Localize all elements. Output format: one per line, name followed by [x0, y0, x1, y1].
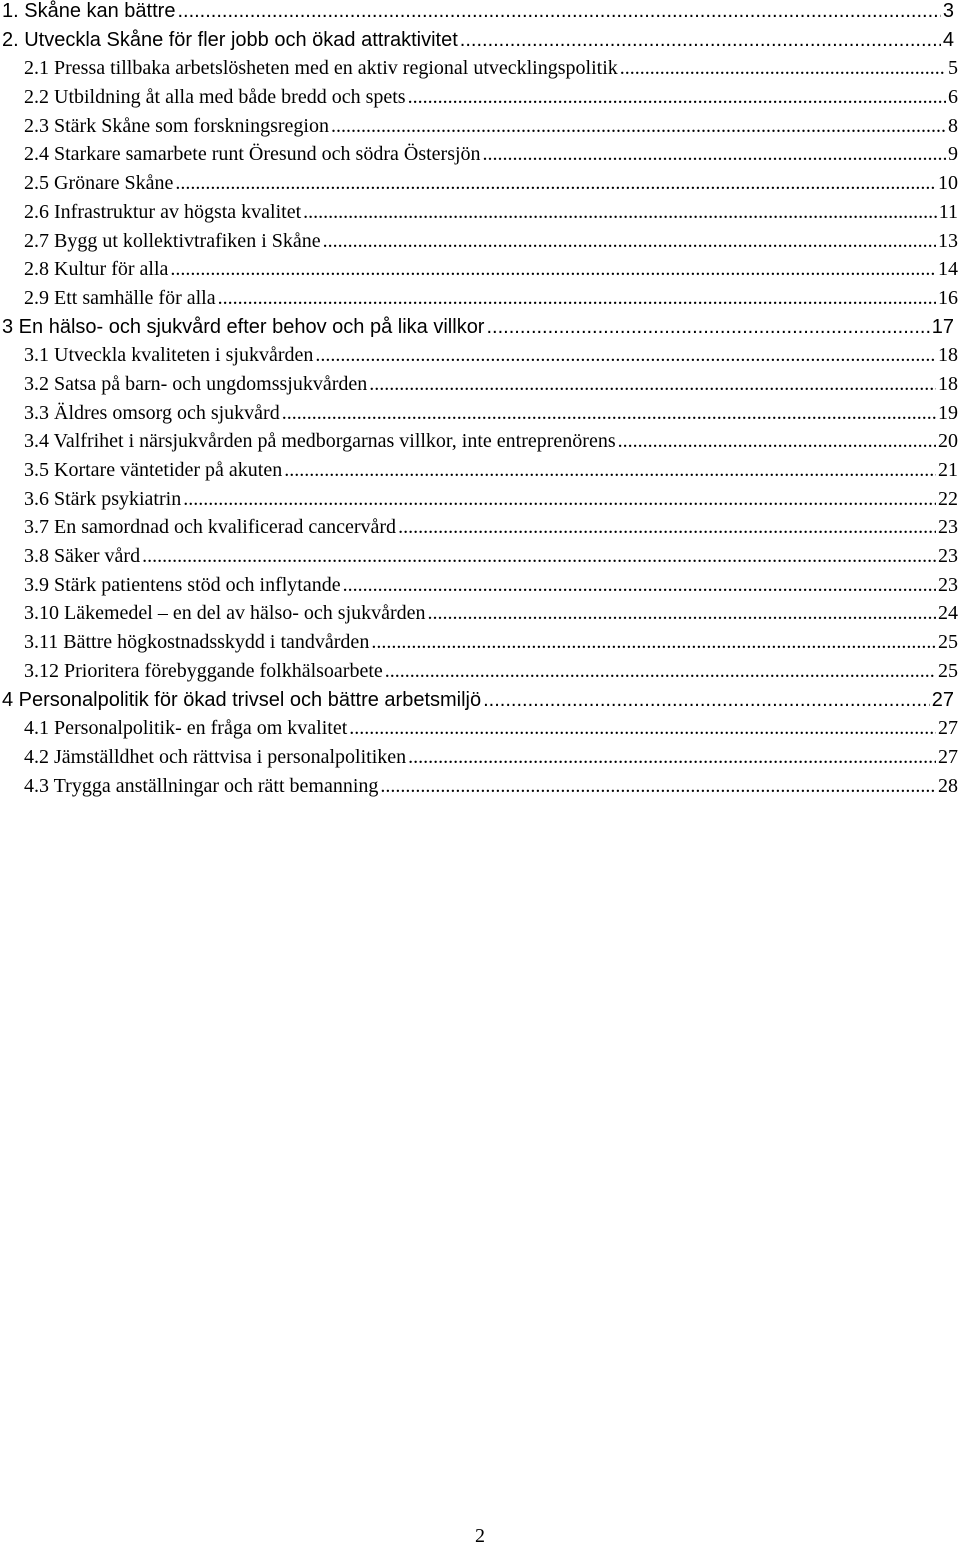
toc-entry-page: 27: [938, 745, 958, 768]
toc-entry-title: 3.11 Bättre högkostnadsskydd i tandvården: [24, 631, 370, 654]
toc-entry-title: 3.7 En samordnad och kvalificerad cancervård: [24, 516, 397, 539]
toc-section-entry[interactable]: [0, 545, 960, 574]
toc-entry-page: 6: [948, 86, 958, 109]
toc-entry-page: 8: [948, 114, 958, 137]
toc-section-entry[interactable]: [0, 488, 960, 517]
toc-entry-page: 18: [938, 372, 958, 395]
toc-dot-leader: [142, 545, 936, 568]
toc-entry-page: 13: [938, 229, 958, 252]
toc-chapter-entry[interactable]: [0, 689, 960, 718]
toc-dot-leader: [483, 143, 946, 166]
toc-entry-page: 27: [931, 688, 954, 711]
toc-dot-leader: [385, 660, 936, 683]
toc-chapter-entry[interactable]: [0, 29, 960, 58]
toc-section-entry[interactable]: [0, 344, 960, 373]
toc-dot-leader: [398, 516, 936, 539]
toc-entry-title: 3.3 Äldres omsorg och sjukvård: [24, 401, 280, 424]
toc-dot-leader: [486, 316, 929, 339]
toc-section-entry[interactable]: [0, 258, 960, 287]
toc-entry-page: 24: [938, 602, 958, 625]
toc-section-entry[interactable]: [0, 143, 960, 172]
toc-dot-leader: [183, 488, 936, 511]
toc-entry-title: 3.10 Läkemedel – en del av hälso- och sjukvården: [24, 602, 426, 625]
toc-entry-title: 2.7 Bygg ut kollektivtrafiken i Skåne: [24, 229, 321, 252]
toc-entry-page: 23: [938, 516, 958, 539]
toc-dot-leader: [331, 115, 946, 138]
toc-entry-title: 3 En hälso- och sjukvård efter behov och på lika villkor: [2, 315, 485, 338]
toc-entry-title: 4 Personalpolitik för ökad trivsel och bättre arbetsmiljö: [2, 688, 482, 711]
toc-section-entry[interactable]: [0, 201, 960, 230]
toc-dot-leader: [170, 258, 936, 281]
toc-section-entry[interactable]: [0, 115, 960, 144]
toc-entry-title: 1. Skåne kan bättre: [2, 0, 176, 22]
toc-chapter-entry[interactable]: [0, 316, 960, 345]
toc-section-entry[interactable]: [0, 57, 960, 86]
toc-dot-leader: [460, 29, 941, 52]
toc-entry-title: 3.9 Stärk patientens stöd och inflytande: [24, 573, 341, 596]
toc-dot-leader: [428, 602, 936, 625]
toc-section-entry[interactable]: [0, 660, 960, 689]
toc-entry-page: 25: [938, 631, 958, 654]
toc-dot-leader: [282, 402, 936, 425]
toc-dot-leader: [408, 86, 946, 109]
toc-entry-title: 3.1 Utveckla kvaliteten i sjukvården: [24, 344, 314, 367]
toc-entry-page: 3: [942, 0, 954, 22]
toc-entry-title: 2.9 Ett samhälle för alla: [24, 286, 216, 309]
toc-entry-title: 2.1 Pressa tillbaka arbetslösheten med en aktiv regional utvecklingspolitik: [24, 57, 618, 80]
toc-section-entry[interactable]: [0, 402, 960, 431]
toc-entry-page: 21: [938, 459, 958, 481]
toc-dot-leader: [303, 201, 937, 224]
toc-dot-leader: [371, 631, 936, 654]
toc-section-entry[interactable]: [0, 373, 960, 402]
toc-section-entry[interactable]: [0, 717, 960, 746]
page-number: 2: [475, 1525, 485, 1547]
toc-dot-leader: [408, 746, 936, 769]
toc-entry-page: 5: [948, 57, 958, 80]
toc-dot-leader: [284, 459, 936, 482]
toc-dot-leader: [175, 172, 936, 195]
toc-entry-title: 3.6 Stärk psykiatrin: [24, 487, 182, 510]
toc-entry-title: 2.4 Starkare samarbete runt Öresund och södra Östersjön: [24, 143, 481, 166]
toc-dot-leader: [483, 689, 930, 712]
toc-section-entry[interactable]: [0, 86, 960, 115]
toc-dot-leader: [620, 57, 946, 80]
toc-section-entry[interactable]: [0, 602, 960, 631]
toc-entry-title: 2.6 Infrastruktur av högsta kvalitet: [24, 200, 302, 223]
toc-entry-title: 2.2 Utbildning åt alla med både bredd och spets: [24, 86, 406, 109]
toc-entry-page: 9: [948, 143, 958, 166]
toc-section-entry[interactable]: [0, 230, 960, 259]
toc-entry-page: 10: [938, 172, 958, 195]
toc-dot-leader: [380, 775, 936, 798]
toc-entry-title: 3.12 Prioritera förebyggande folkhälsoarbete: [24, 659, 383, 682]
toc-entry-page: 23: [938, 545, 958, 568]
toc-section-entry[interactable]: [0, 516, 960, 545]
toc-section-entry[interactable]: [0, 459, 960, 488]
toc-entry-title: 4.1 Personalpolitik- en fråga om kvalitet: [24, 717, 348, 740]
toc-entry-title: 2.3 Stärk Skåne som forskningsregion: [24, 114, 329, 137]
toc-dot-leader: [177, 0, 940, 23]
toc-section-entry[interactable]: [0, 631, 960, 660]
toc-dot-leader: [349, 717, 936, 740]
toc-entry-title: 3.5 Kortare väntetider på akuten: [24, 459, 283, 481]
toc-entry-page: 25: [938, 659, 958, 682]
toc-entry-title: 4.3 Trygga anställningar och rätt bemanning: [24, 774, 379, 797]
toc-entry-page: 23: [938, 573, 958, 596]
toc-entry-title: 3.4 Valfrihet i närsjukvården på medborgarnas villkor, inte entreprenörens: [24, 430, 616, 453]
toc-section-entry[interactable]: [0, 775, 960, 804]
toc-entry-page: 16: [938, 286, 958, 309]
toc-dot-leader: [315, 344, 936, 367]
toc-section-entry[interactable]: [0, 287, 960, 316]
toc-entry-page: 28: [938, 774, 958, 797]
toc-section-entry[interactable]: [0, 574, 960, 603]
toc-entry-page: 27: [938, 717, 958, 740]
toc-section-entry[interactable]: [0, 746, 960, 775]
toc-entry-page: 22: [938, 487, 958, 510]
toc-entry-page: 19: [938, 401, 958, 424]
toc-dot-leader: [323, 230, 936, 253]
toc-entry-page: 11: [938, 200, 958, 223]
toc-dot-leader: [218, 287, 936, 310]
toc-section-entry[interactable]: [0, 172, 960, 201]
toc-entry-title: 3.8 Säker vård: [24, 545, 141, 568]
toc-section-entry[interactable]: [0, 430, 960, 459]
toc-chapter-entry[interactable]: [0, 0, 960, 29]
toc-entry-title: 2.8 Kultur för alla: [24, 258, 169, 281]
toc-entry-page: 18: [938, 344, 958, 367]
toc-entry-title: 3.2 Satsa på barn- och ungdomssjukvården: [24, 372, 368, 395]
toc-entry-page: 4: [942, 28, 954, 51]
toc-entry-title: 2. Utveckla Skåne för fler jobb och ökad attraktivitet: [2, 28, 458, 51]
toc-entry-page: 20: [938, 430, 958, 453]
toc-dot-leader: [343, 574, 936, 597]
toc-dot-leader: [618, 430, 936, 453]
toc-entry-title: 4.2 Jämställdhet och rättvisa i personalpolitiken: [24, 745, 407, 768]
toc-entry-page: 17: [931, 315, 954, 338]
toc-entry-page: 14: [938, 258, 958, 281]
toc-entry-title: 2.5 Grönare Skåne: [24, 172, 174, 195]
toc-dot-leader: [369, 373, 936, 396]
